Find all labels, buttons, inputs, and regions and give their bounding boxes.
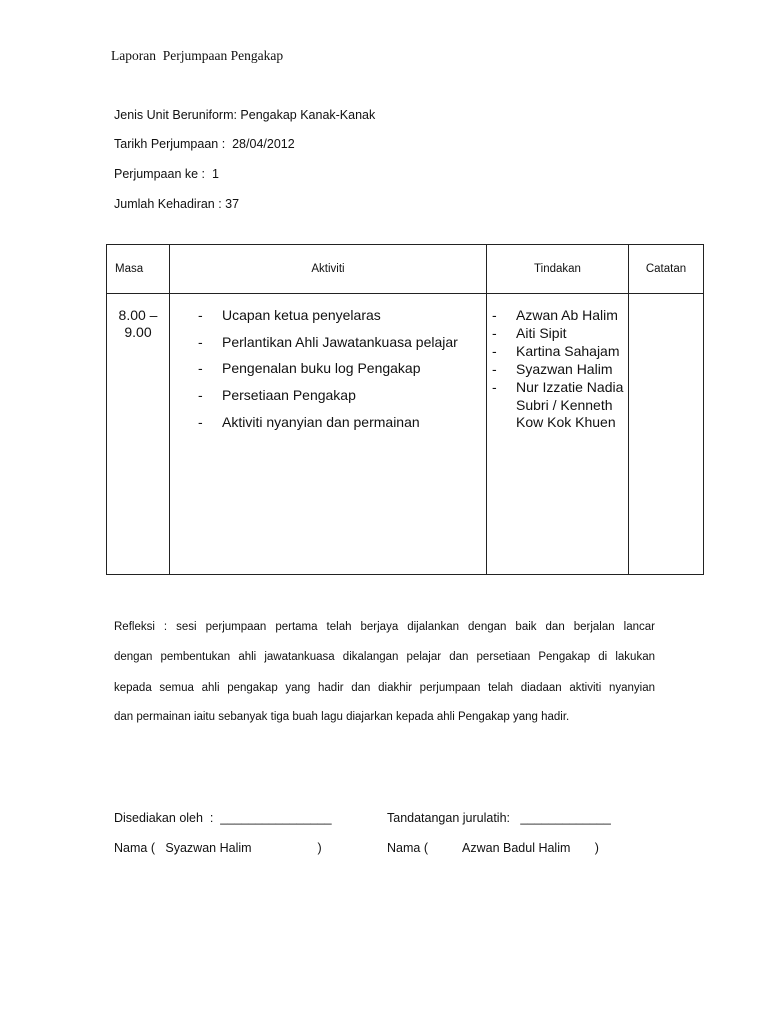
actions-cell [487,294,629,575]
list-item: - Syazwan Halim [492,361,628,379]
time-value: 8.00 – 9.00 [118,307,158,340]
list-item: - Perlantikan Ahli Jawatankuasa pelajar [198,333,486,360]
list-item: - Pengenalan buku log Pengakap [198,359,486,386]
unit-type-line: Jenis Unit Beruniform: Pengakap Kanak-Kanak [114,108,376,122]
report-title: Laporan Perjumpaan Pengakap [111,48,284,63]
meeting-date-line: Tarikh Perjumpaan : 28/04/2012 [114,137,295,151]
prepared-by-label: Disediakan oleh : ________________ [114,811,332,825]
header-catatan: Catatan [629,245,704,294]
list-item: - Nur Izzatie Nadia Subri / Kenneth Kow Kok Khuen [492,379,628,433]
reflection-line-1: Refleksi : sesi perjumpaan pertama telah berjaya dijalankan dengan baik dan berjalan lancar [114,621,655,633]
list-item: - Azwan Ab Halim [492,307,628,325]
activity-table [106,244,704,575]
list-item: - Persetiaan Pengakap [198,386,486,413]
action-list [487,294,628,432]
trainer-name: Nama ( Azwan Badul Halim ) [387,841,599,855]
time-cell [107,294,170,575]
list-item: - Aiti Sipit [492,325,628,343]
notes-cell [629,294,704,575]
reflection-line-4: dan permainan iaitu sebanyak tiga buah lagu diajarkan kepada ahli Pengakap yang hadir. [114,711,570,723]
table-header-row [107,245,704,294]
list-item: - Aktiviti nyanyian dan permainan [198,413,486,440]
list-item: - Kartina Sahajam [492,343,628,361]
activity-list [170,294,486,439]
header-masa: Masa [107,245,170,294]
meeting-number-line: Perjumpaan ke : 1 [114,167,219,181]
header-aktiviti: Aktiviti [170,245,487,294]
attendance-line: Jumlah Kehadiran : 37 [114,197,240,211]
list-item: - Ucapan ketua penyelaras [198,306,486,333]
activities-cell [170,294,487,575]
header-tindakan: Tindakan [487,245,629,294]
trainer-signature-label: Tandatangan jurulatih: _____________ [387,811,611,825]
reflection-line-3: kepada semua ahli pengakap yang hadir dan diakhir perjumpaan telah diadaan aktiviti nyanyian [114,682,655,694]
prepared-by-name: Nama ( Syazwan Halim ) [114,841,322,855]
reflection-line-2: dengan pembentukan ahli jawatankuasa dikalangan pelajar dan persetiaan Pengakap di lakukan [114,651,655,663]
table-row [107,294,704,575]
